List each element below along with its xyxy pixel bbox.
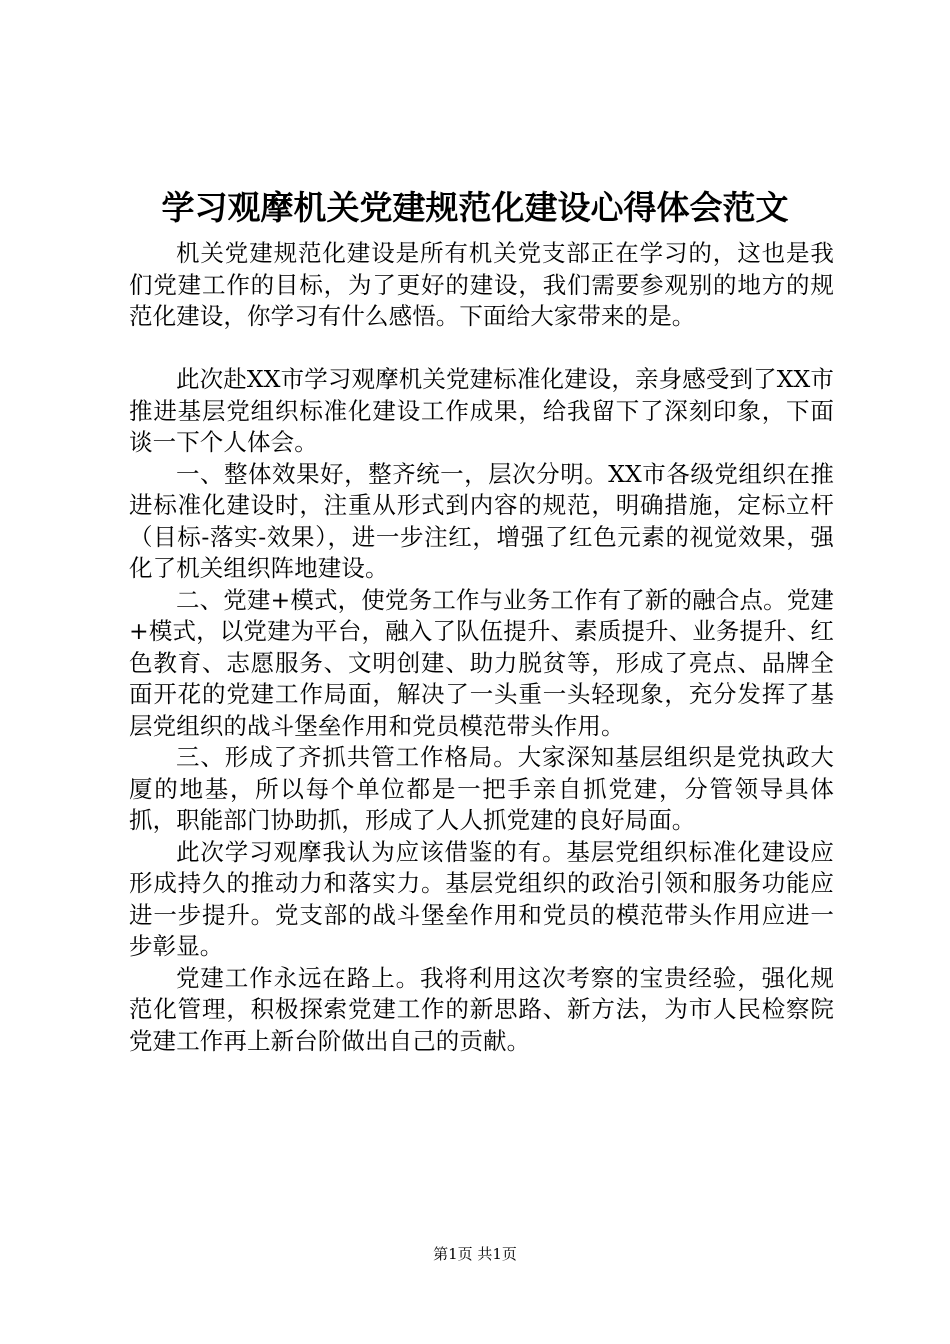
paragraph-point-two: 二、党建+模式，使党务工作与业务工作有了新的融合点。党建+模式，以党建为平台，融入了队伍提升、素质提升、业务提升、红色教育、志愿服务、文明创建、助力脱贫等，形成了亮点、品牌全面开花的党建工作局面，解决了一头重一头轻现象，充分发挥了基层党组织的战斗堡垒作用和党员模范带头作用。 [129,585,834,740]
paragraph-spacer [129,333,834,365]
page-number-footer: 第1页 共1页 [433,1245,517,1263]
paragraph-point-one: 一、整体效果好，整齐统一，层次分明。XX市各级党组织在推进标准化建设时，注重从形式到内容的规范，明确措施，定标立杆（目标-落实-效果），进一步注红，增强了红色元素的视觉效果，强化了机关组织阵地建设。 [129,459,834,582]
paragraph-conclusion: 党建工作永远在路上。我将利用这次考察的宝贵经验，强化规范化管理，积极探索党建工作的新思路、新方法，为市人民检察院党建工作再上新台阶做出自己的贡献。 [129,963,834,1055]
document-body [129,238,834,1057]
paragraph-lessons: 此次学习观摩我认为应该借鉴的有。基层党组织标准化建设应形成持久的推动力和落实力。基层党组织的政治引领和服务功能应进一步提升。党支部的战斗堡垒作用和党员的模范带头作用应进一步彰显。 [129,837,834,960]
paragraph-point-three: 三、形成了齐抓共管工作格局。大家深知基层组织是党执政大厦的地基，所以每个单位都是一把手亲自抓党建，分管领导具体抓，职能部门协助抓，形成了人人抓党建的良好局面。 [129,743,834,834]
document-title: 学习观摩机关党建规范化建设心得体会范文 [161,188,789,227]
paragraph-visit: 此次赴XX市学习观摩机关党建标准化建设，亲身感受到了XX市推进基层党组织标准化建设工作成果，给我留下了深刻印象，下面谈一下个人体会。 [129,365,834,456]
paragraph-intro: 机关党建规范化建设是所有机关党支部正在学习的，这也是我们党建工作的目标，为了更好的建设，我们需要参观别的地方的规范化建设，你学习有什么感悟。下面给大家带来的是。 [129,239,834,330]
